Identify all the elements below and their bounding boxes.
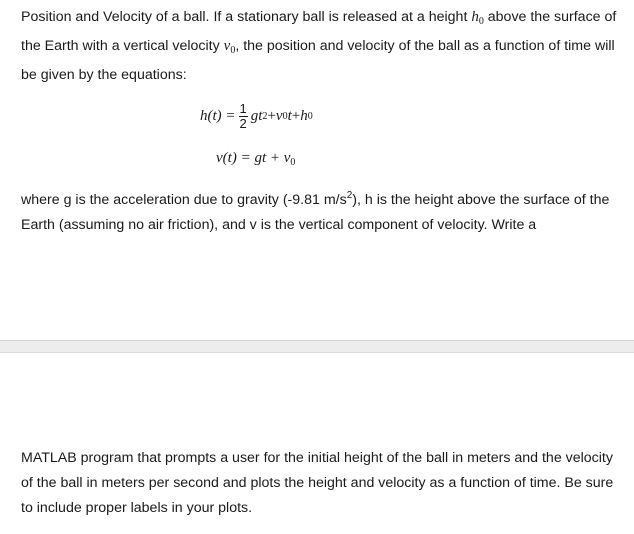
intro-mid: above the surface of the Earth with a vertical velocity [21,9,617,54]
position-equation: h(t) = $\frac{1}{2}$ gt 2 + v 0 t + h 0 [200,100,313,131]
intro-paragraph [21,5,621,88]
page-separator [0,340,634,353]
explanation-paragraph: where g is the acceleration due to gravity (-9.81 $m/s^2$), h is the height above the surface of the Earth (assuming no air friction), and v is the vertical component of velocity. Write a [21,190,610,233]
intro-tail: , the position and velocity of the ball as a function of time will be given by the equations: [21,38,615,83]
intro-lead: Position and Velocity of a ball. If a stationary ball is released at a height [21,9,472,25]
one-half-fraction: $\frac{1}{2}$ [239,100,247,131]
position-equation-lhs: h(t) = [200,107,236,124]
task-paragraph: MATLAB program that prompts a user for the initial height of the ball in meters and the velocity of the ball in meters per second and plots the height and velocity as a function of time. Be sure to include proper labels in your plots. [21,450,614,516]
velocity-equation: v(t) = gt + $v_0$ [216,150,296,168]
v0-symbol: $v_0$ [223,38,236,56]
h0-symbol: $h_0$ [471,9,484,27]
